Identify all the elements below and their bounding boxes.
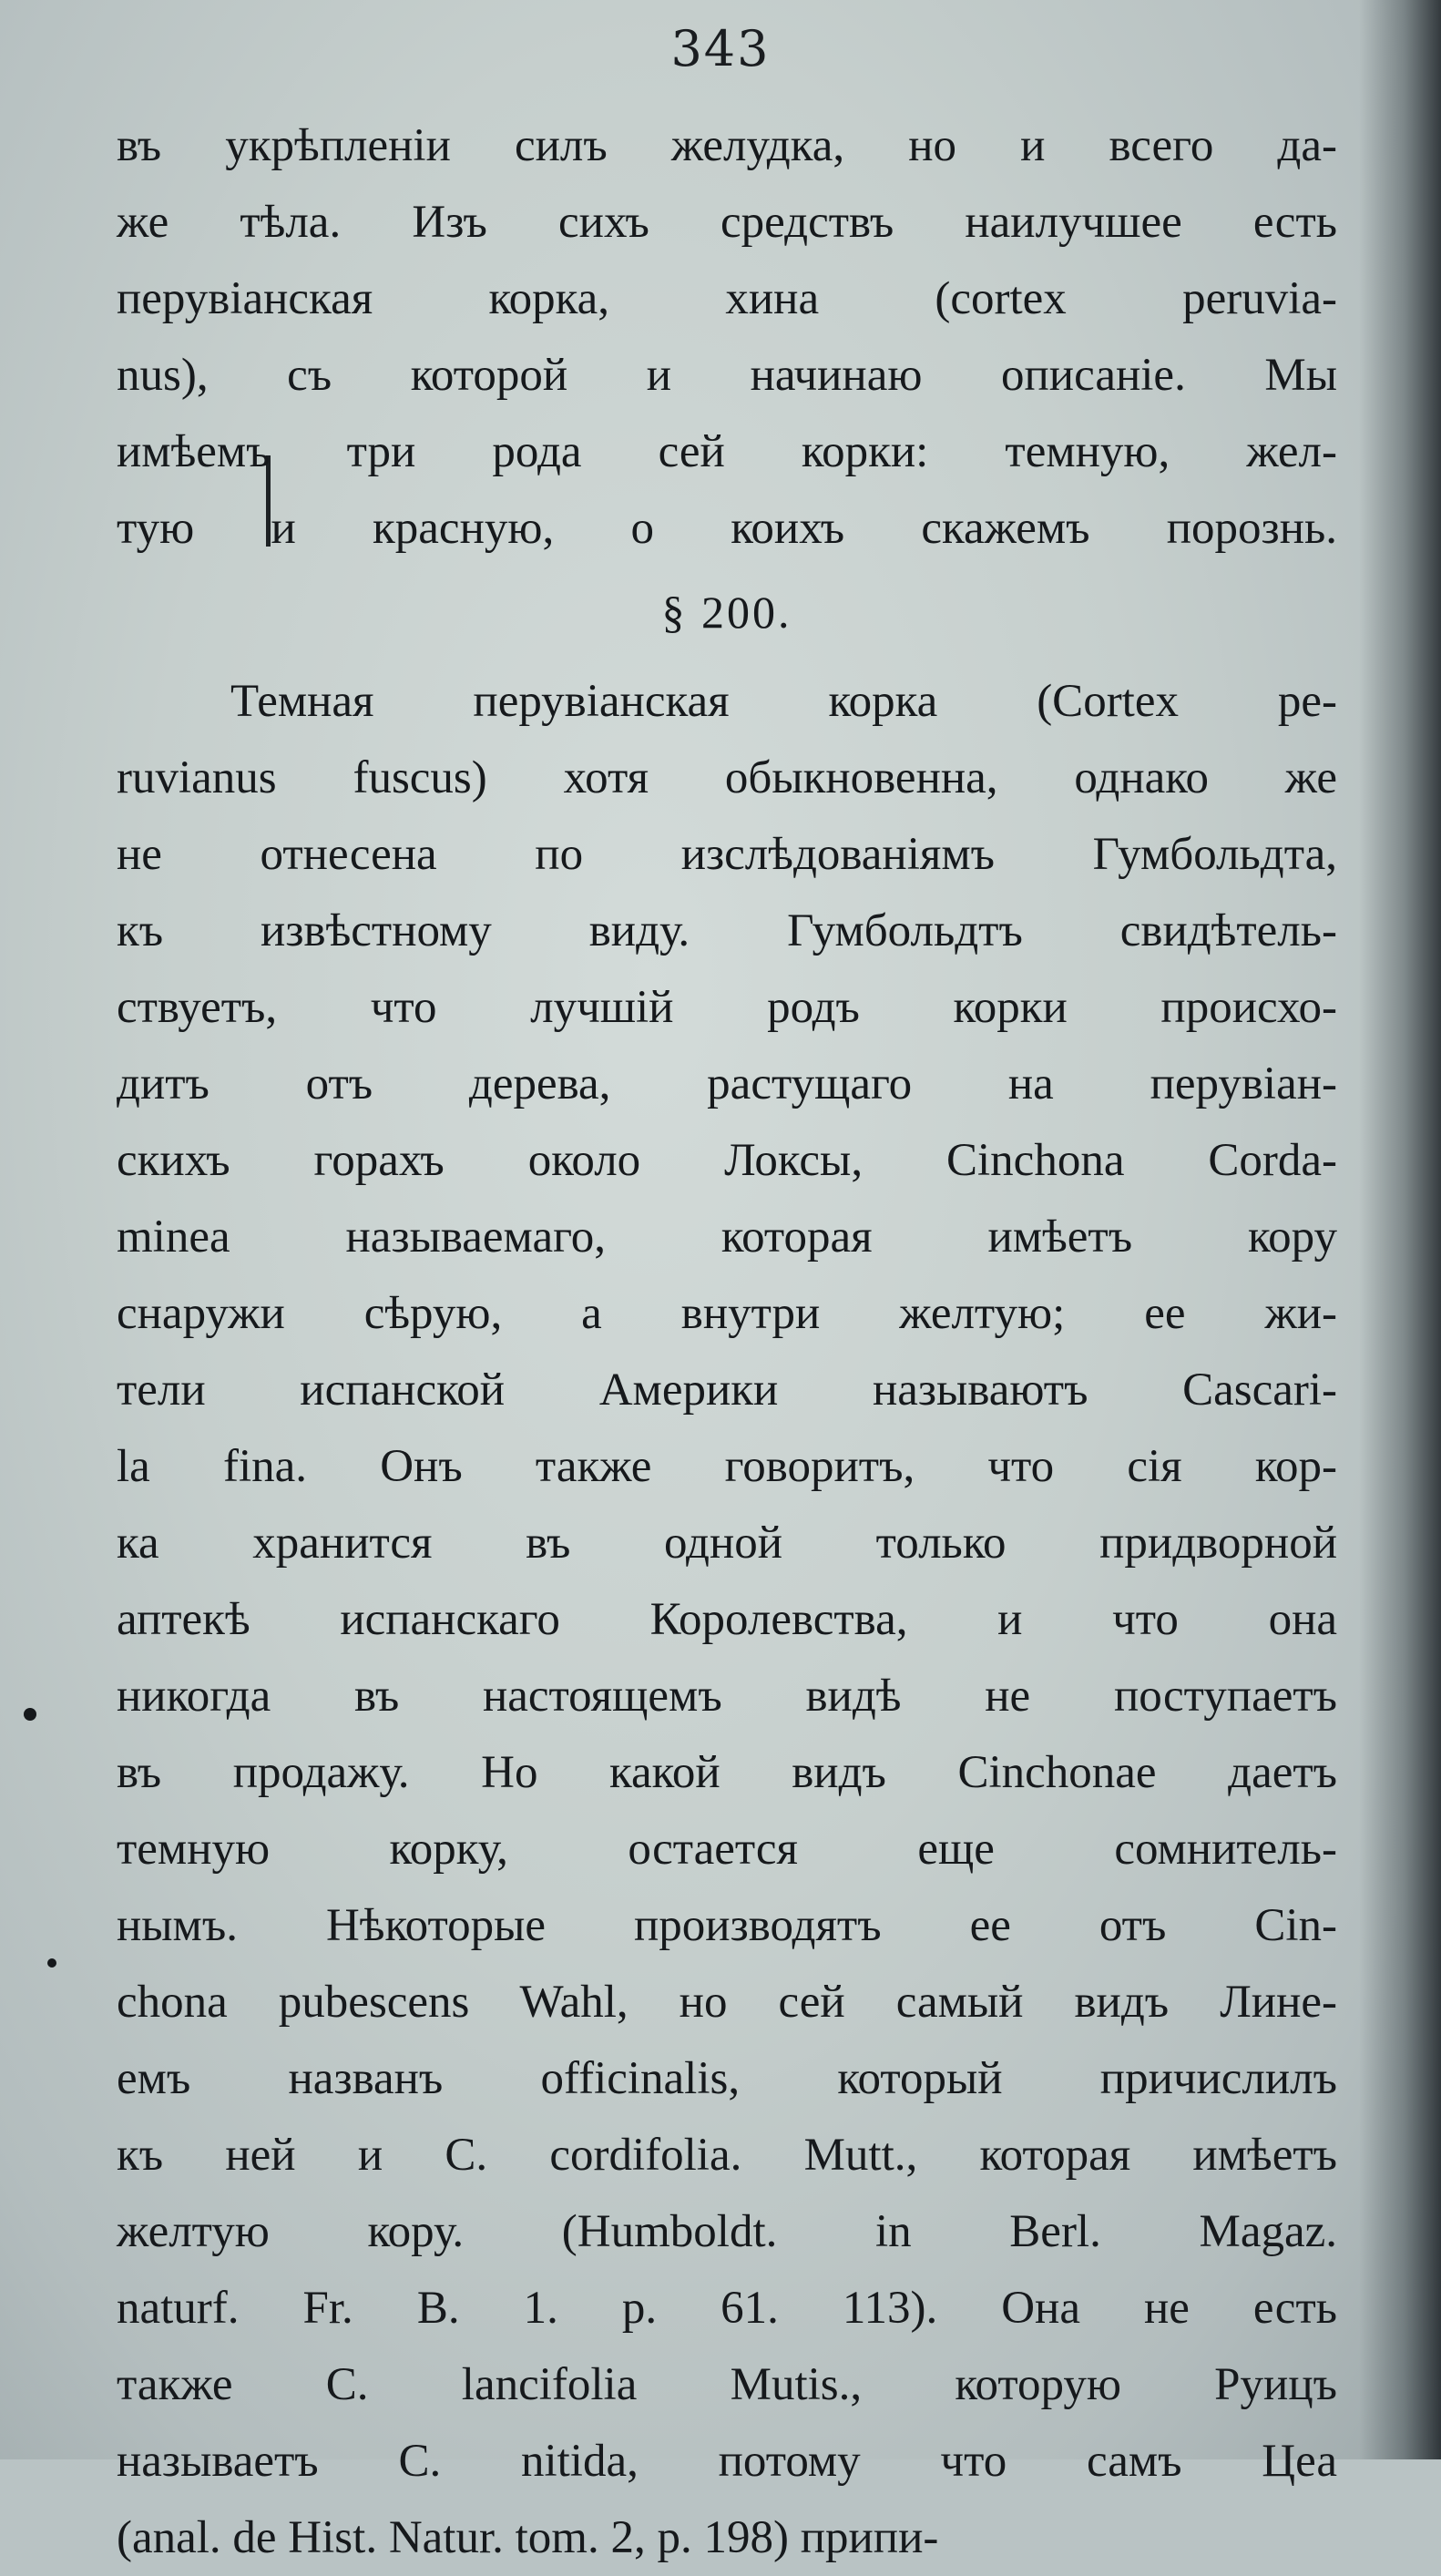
text-line: la fina. Онъ также говоритъ, что сія кор- — [117, 1441, 1337, 1492]
text-line: (anal. de Hist. Natur. tom. 2, p. 198) припи- — [117, 2512, 939, 2563]
text-line: аптекѣ испанскаго Королевства, и что она — [117, 1594, 1337, 1645]
text-line: скихъ горахъ около Локсы, Cinchona Corda- — [117, 1135, 1337, 1186]
page-edge-shadow — [1359, 0, 1441, 2459]
margin-dot — [47, 1958, 56, 1968]
text-line: ка хранится въ одной только придворной — [117, 1518, 1337, 1569]
text-line: chona pubescens Wahl, но сей самый видъ Лине- — [117, 1977, 1337, 2028]
text-line: nus), съ которой и начинаю описаніе. Мы — [117, 350, 1337, 401]
text-line: minea называемаго, которая имѣетъ кору — [117, 1211, 1337, 1262]
text-line: же тѣла. Изъ сихъ средствъ наилучшее есть — [117, 197, 1337, 248]
text-line: тую и красную, о коихъ скажемъ порознь. — [117, 503, 1337, 554]
text-line: перувіанская корка, хина (cortex peruvia- — [117, 273, 1337, 324]
text-line: тели испанской Америки называютъ Cascari- — [117, 1365, 1337, 1416]
margin-dot — [24, 1708, 36, 1721]
text-line: снаружи сѣрую, а внутри желтую; ее жи- — [117, 1288, 1337, 1339]
text-line: къ извѣстному виду. Гумбольдтъ свидѣтель- — [117, 905, 1337, 956]
text-line: нымъ. Нѣкоторые производятъ ее отъ Cin- — [117, 1900, 1337, 1951]
text-line: темную корку, остается еще сомнитель- — [117, 1824, 1337, 1875]
text-line: къ ней и C. cordifolia. Mutt., которая имѣетъ — [117, 2130, 1337, 2181]
body-text — [117, 107, 1337, 2576]
text-line: желтую кору. (Humboldt. in Berl. Magaz. — [117, 2206, 1337, 2257]
text-line: никогда въ настоящемъ видѣ не поступаетъ — [117, 1671, 1337, 1722]
text-line: naturf. Fr. B. 1. p. 61. 113). Она не есть — [117, 2283, 1337, 2334]
text-line: называетъ C. nitida, потому что самъ Цеа — [117, 2436, 1337, 2487]
text-line: имѣемъ три рода сей корки: темную, жел- — [117, 426, 1337, 477]
text-line: въ укрѣпленіи силъ желудка, но и всего да- — [117, 120, 1337, 171]
text-line: также C. lancifolia Mutis., которую Руицъ — [117, 2359, 1337, 2410]
text-line: ствуетъ, что лучшій родъ корки происхо- — [117, 982, 1337, 1033]
page-number: 343 — [670, 20, 771, 77]
text-line: Темная перувіанская корка (Cortex pe- — [230, 676, 1337, 727]
text-line: ruvianus fuscus) хотя обыкновенна, однако же — [117, 752, 1337, 803]
section-heading: § 200. — [661, 587, 792, 638]
text-line: емъ названъ officinalis, который причислилъ — [117, 2053, 1337, 2104]
text-line: въ продажу. Но какой видъ Cinchonae даетъ — [117, 1747, 1337, 1798]
text-line: дитъ отъ дерева, растущаго на перувіан- — [117, 1058, 1337, 1109]
text-line: не отнесена по изслѣдованіямъ Гумбольдта, — [117, 829, 1337, 880]
